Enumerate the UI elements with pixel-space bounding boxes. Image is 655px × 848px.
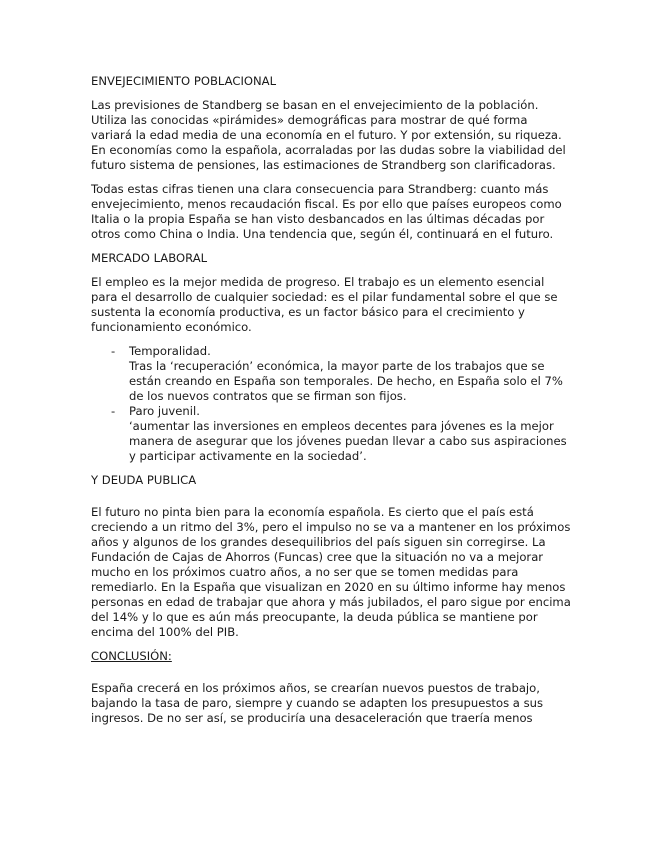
- list-item-title: Paro juvenil.: [129, 404, 200, 418]
- document-page: [91, 74, 571, 735]
- list-item-text: Tras la ‘recuperación’ económica, la mayor parte de los trabajos que se están creando en España son temporales. De hecho, en España solo el 7% de los nuevos contratos que se firman son fijos.: [129, 359, 563, 403]
- list-item-text: ‘aumentar las inversiones en empleos decentes para jóvenes es la mejor manera de asegurar que los jóvenes puedan llevar a cabo sus aspiraciones y participar activamente en la sociedad’.: [129, 419, 567, 463]
- heading-mercado-laboral: MERCADO LABORAL: [91, 251, 208, 265]
- heading-conclusion: CONCLUSIÓN:: [91, 649, 172, 663]
- paragraph-mercado-laboral: El empleo es la mejor medida de progreso. El trabajo es un elemento esencial para el desarrollo de cualquier sociedad: es el pilar fundamental sobre el que se sustenta la economía productiva, es un factor básico para el crecimiento y funcionamiento económico.: [91, 275, 558, 334]
- heading-deuda-publica: Y DEUDA PUBLICA: [91, 473, 197, 487]
- paragraph-deuda-publica: El futuro no pinta bien para la economía española. Es cierto que el país está creciendo a un ritmo del 3%, pero el impulso no se va a mantener en los próximos años y algunos de los grandes desequilibrios del país siguen sin corregirse. La Fundación de Cajas de Ahorros (Funcas) cree que la situación no va a mejorar mucho en los próximos cuatro años, a no ser que se tomen medidas para remediarlo. En la España que visualizan en 2020 en su último informe hay menos personas en edad de trabajar que ahora y más jubilados, el paro sigue por encima del 14% y lo que es aún más preocupante, la deuda pública se mantiene por encima del 100% del PIB.: [91, 505, 571, 639]
- dash-marker: -: [111, 344, 116, 358]
- bullet-list: [91, 344, 571, 464]
- paragraph-envejecimiento-2: Todas estas cifras tienen una clara consecuencia para Strandberg: cuanto más envejecimiento, menos recaudación fiscal. Es por ello que países europeos como Italia o la propia España se han visto desbancados en las últimas décadas por otros como China o India. Una tendencia que, según él, continuará en el futuro.: [91, 182, 562, 241]
- list-item: [91, 404, 571, 464]
- list-item: [91, 344, 571, 404]
- list-item-title: Temporalidad.: [129, 344, 211, 358]
- heading-envejecimiento: ENVEJECIMIENTO POBLACIONAL: [91, 74, 277, 88]
- paragraph-envejecimiento-1: Las previsiones de Standberg se basan en el envejecimiento de la población. Utiliza las conocidas «pirámides» demográficas para mostrar de qué forma variará la edad media de una economía en el futuro. Y por extensión, su riqueza. En economías como la española, acorraladas por las dudas sobre la viabilidad del futuro sistema de pensiones, las estimaciones de Strandberg son clarificadoras.: [91, 98, 566, 172]
- paragraph-conclusion: España crecerá en los próximos años, se crearían nuevos puestos de trabajo, bajando la tasa de paro, siempre y cuando se adapten los presupuestos a sus ingresos. De no ser así, se produciría una desaceleración que traería menos: [91, 681, 544, 725]
- dash-marker: -: [111, 404, 116, 418]
